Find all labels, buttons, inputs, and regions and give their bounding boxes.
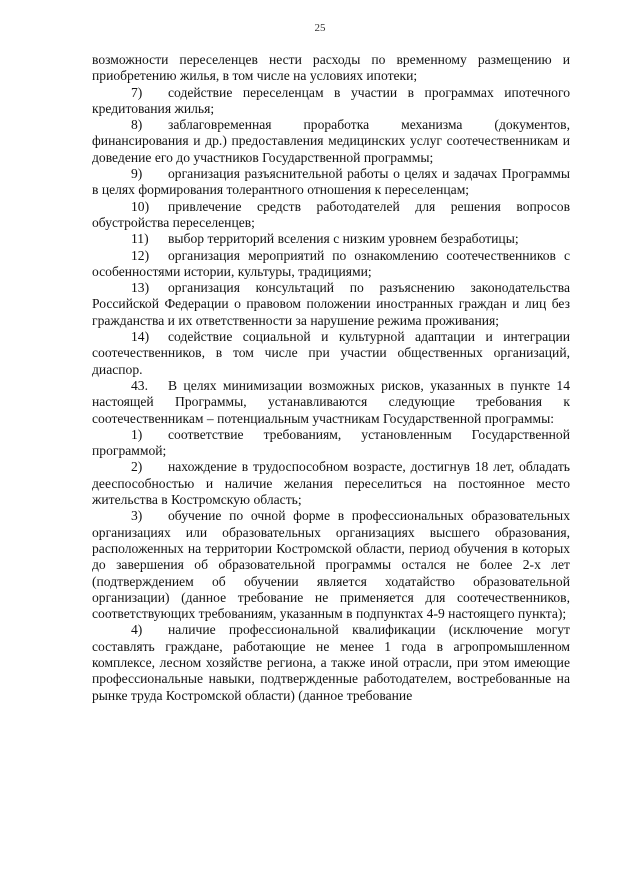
item-text: организация разъяснительной работы о целях и задачах Программы в целях формирования толерантного отношения к переселенцам; — [92, 166, 570, 198]
item-number: 13) — [131, 280, 150, 296]
item-text: содействие социальной и культурной адаптации и интеграции соотечественников, в том числе при участии общественных организаций, диаспор. — [92, 329, 570, 377]
list-item — [92, 622, 570, 703]
list-item — [92, 508, 570, 622]
list-item — [92, 329, 570, 378]
item-text: привлечение средств работодателей для решения вопросов обустройства переселенцев; — [92, 198, 570, 230]
item-text: заблаговременная проработка механизма (документов, финансирования и др.) предоставления медицинских услуг соотечественникам и доведение его до участников Государственной программы; — [92, 117, 570, 165]
section-number: 43. — [131, 377, 148, 393]
item-text: обучение по очной форме в профессиональных образовательных организациях или образовательных организациях высшего образования, расположенных на территории Костромской области, период обучения в которых до завершения об образовательной программы остался не более 2-х лет (подтверждением об обучении является ходатайство образовательной организации) (данное требование не применяется для соотечественников, соответствующих требованиям, указанным в подпунктах 4-9 настоящего пункта); — [92, 508, 570, 622]
item-text: организация консультаций по разъяснению законодательства Российской Федерации о правовом положении иностранных граждан и лиц без гражданства и их ответственности за нарушение режима проживания; — [92, 280, 570, 328]
list-item — [92, 85, 570, 118]
item-text: нахождение в трудоспособном возрасте, достигнув 18 лет, обладать дееспособностью и наличие желания переселиться на постоянное место жительства в Костромскую область; — [92, 459, 570, 508]
section-text: В целях минимизации возможных рисков, указанных в пункте 14 настоящей Программы, устанавливаются следующие требования к соотечественникам – потенциальным участникам Государственной программы: — [92, 377, 570, 426]
paragraph-continuation — [92, 52, 570, 85]
list-item — [92, 117, 570, 166]
paragraph-text: возможности переселенцев нести расходы по временному размещению и приобретению жилья, в том числе на условиях ипотеки; — [92, 52, 570, 84]
list-item — [92, 459, 570, 508]
item-number: 14) — [131, 329, 150, 345]
item-text: организация мероприятий по ознакомлению соотечественников с особенностями истории, культуры, традициями; — [92, 247, 570, 279]
item-number: 11) — [131, 231, 149, 247]
item-text: соответствие требованиям, установленным Государственной программой; — [92, 426, 570, 459]
list-item — [92, 427, 570, 460]
item-number: 10) — [131, 198, 150, 214]
item-text: выбор территорий вселения с низким уровнем безработицы; — [168, 231, 519, 247]
item-number: 3) — [131, 508, 143, 524]
item-number: 2) — [131, 459, 143, 475]
document-body — [92, 52, 570, 704]
item-text: наличие профессиональной квалификации (исключение могут составлять граждане, работающие не менее 1 года в агропромышленном комплексе, лесном хозяйстве региона, а также иной отрасли, при этом имеющие профессиональные навыки, подтвержденные работодателем, востребованные на рынке труда Костромской области) (данное требование — [92, 622, 570, 703]
list-item — [92, 248, 570, 281]
item-number: 1) — [131, 426, 143, 442]
item-number: 4) — [131, 622, 143, 638]
list-item — [92, 199, 570, 232]
item-number: 8) — [131, 117, 143, 133]
list-item — [92, 231, 570, 247]
list-item — [92, 166, 570, 199]
item-number: 12) — [131, 247, 150, 263]
item-number: 9) — [131, 166, 143, 182]
list-item — [92, 280, 570, 329]
item-text: содействие переселенцам в участии в программах ипотечного кредитования жилья; — [92, 84, 570, 116]
item-number: 7) — [131, 84, 143, 100]
section-paragraph — [92, 378, 570, 427]
page-number: 25 — [314, 22, 326, 34]
